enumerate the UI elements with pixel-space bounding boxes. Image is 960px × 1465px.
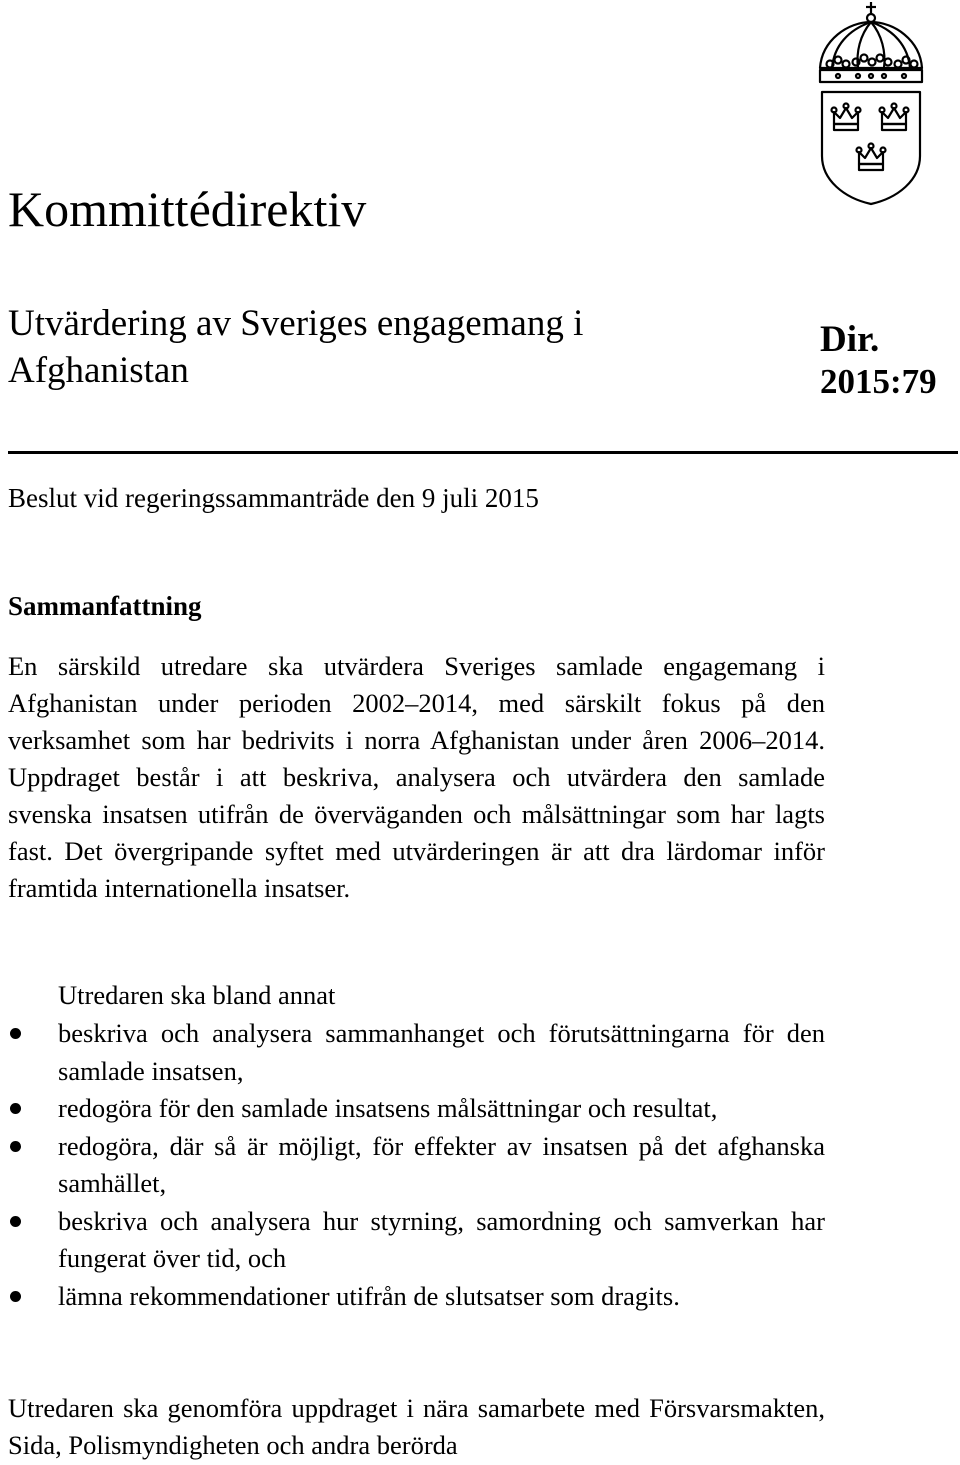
bullet-icon xyxy=(10,1216,21,1227)
list-item-text: redogöra för den samlade insatsens målsättningar och resultat, xyxy=(58,1093,718,1123)
decision-line: Beslut vid regeringssammanträde den 9 juli 2015 xyxy=(8,483,539,513)
bullet-icon xyxy=(10,1291,21,1302)
bullet-icon xyxy=(10,1028,21,1039)
list-item xyxy=(0,1278,825,1316)
list-item-text: beskriva och analysera hur styrning, samordning och samverkan har fungerat över tid, och xyxy=(58,1205,825,1273)
document-type-heading: Kommittédirektiv xyxy=(8,181,367,237)
swedish-government-crest-icon xyxy=(808,0,940,206)
directive-label: Dir. xyxy=(820,319,880,360)
list-item xyxy=(0,1128,825,1203)
tasks-intro: Utredaren ska bland annat xyxy=(58,980,336,1010)
summary-heading: Sammanfattning xyxy=(8,591,202,621)
list-item-text: lämna rekommendationer utifrån de slutsatser som dragits. xyxy=(58,1280,680,1311)
task-list xyxy=(0,1015,825,1315)
list-item-text: redogöra, där så är möjligt, för effekter av insatsen på det afghanska samhället, xyxy=(58,1130,825,1198)
list-item-text: beskriva och analysera sammanhanget och förutsättningarna för den samlade insatsen, xyxy=(58,1018,825,1086)
closing-paragraph: Utredaren ska genomföra uppdraget i nära samarbete med Försvarsmakten, Sida, Polismyndigheten och andra berörda xyxy=(8,1393,825,1460)
list-item xyxy=(0,1090,825,1128)
bullet-icon xyxy=(10,1141,21,1152)
list-item xyxy=(0,1203,825,1278)
header-divider xyxy=(8,451,958,454)
list-item xyxy=(0,1015,825,1090)
directive-title: Utvärdering av Sveriges engagemang i Afghanistan xyxy=(8,303,584,391)
summary-paragraph: En särskild utredare ska utvärdera Sveriges samlade engagemang i Afghanistan under perioden 2002–2014, med särskilt fokus på den verksamhet som har bedrivits i norra Afghanistan under åren 2006–2014. Uppdraget består i att beskriva, analysera och utvärdera den samlade svenska insatsen utifrån de överväganden och målsättningar som har lagts fast. Det övergripande syftet med utvärderingen är att dra lärdomar inför framtida internationella insatser. xyxy=(8,651,825,903)
directive-number: 2015:79 xyxy=(820,362,937,401)
bullet-icon xyxy=(10,1103,21,1114)
